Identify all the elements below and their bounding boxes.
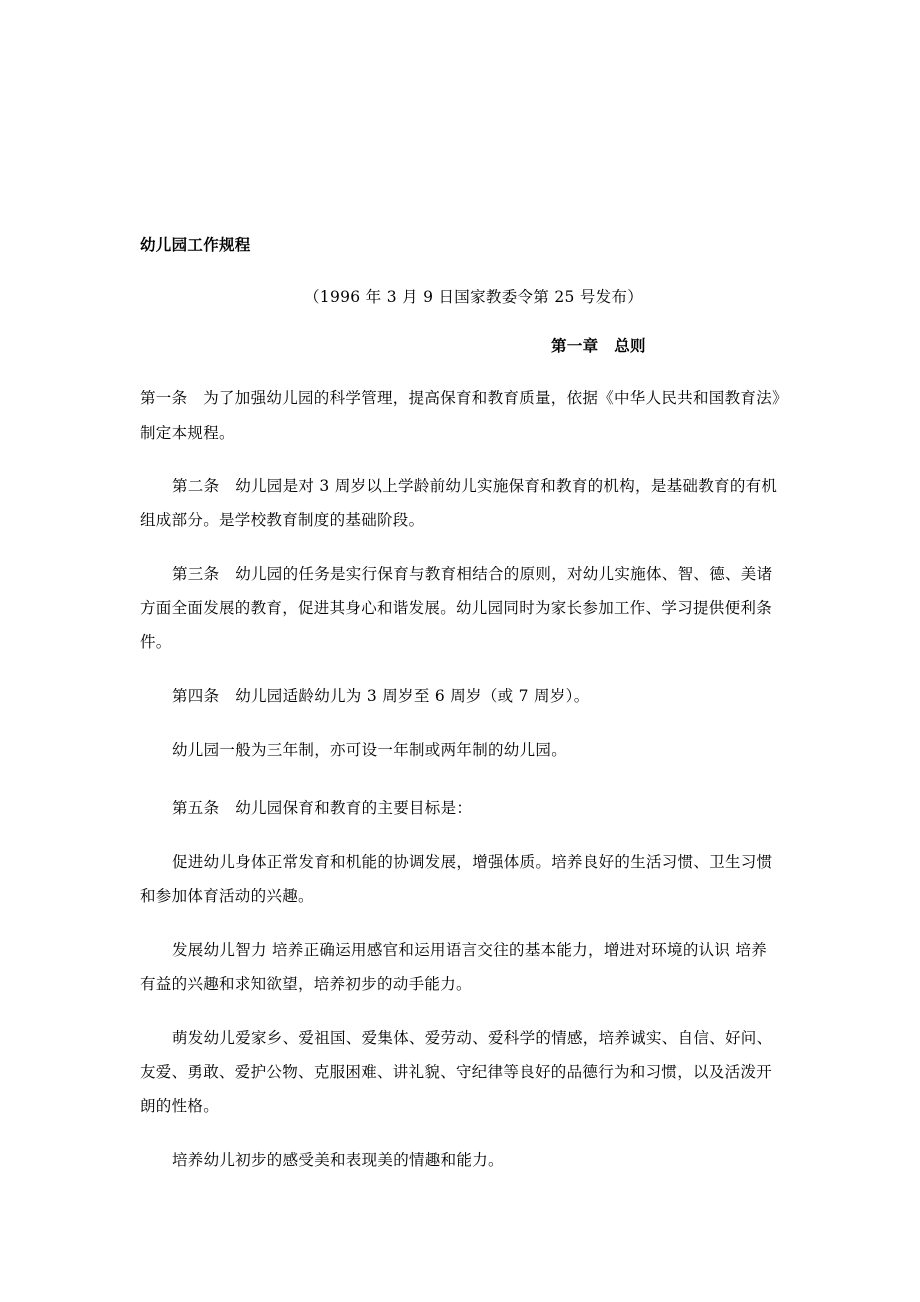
article-3-line-3: 件。	[140, 633, 172, 651]
chapter-heading: 第一章 总则	[551, 336, 646, 355]
document-title: 幼儿园工作规程	[140, 235, 251, 254]
goal-1-line-1: 促进幼儿身体正常发育和机能的协调发展，增强体质。培养良好的生活习惯、卫生习惯	[172, 853, 773, 871]
document-subtitle: （1996 年 3 月 9 日国家教委令第 25 号发布）	[304, 288, 644, 306]
article-2-line-2: 组成部分。是学校教育制度的基础阶段。	[140, 511, 425, 529]
goal-3-line-2: 友爱、勇敢、爱护公物、克服困难、讲礼貌、守纪律等良好的品德行为和习惯，以及活泼开	[140, 1063, 773, 1081]
goal-2-line-1: 发展幼儿智力 培养正确运用感官和运用语言交往的基本能力，增进对环境的认识 培养	[172, 941, 768, 959]
goal-1-line-2: 和参加体育活动的兴趣。	[140, 887, 314, 905]
article-2-line-1: 第二条 幼儿园是对 3 周岁以上学龄前幼儿实施保育和教育的机构，是基础教育的有机	[172, 477, 778, 495]
goal-3-line-3: 朗的性格。	[140, 1097, 220, 1115]
article-1-line-2: 制定本规程。	[140, 424, 235, 442]
article-3-line-2: 方面全面发展的教育，促进其身心和谐发展。幼儿园同时为家长参加工作、学习提供便利条	[140, 599, 773, 617]
goal-2-line-2: 有益的兴趣和求知欲望，培养初步的动手能力。	[140, 975, 472, 993]
article-5-line-1: 第五条 幼儿园保育和教育的主要目标是：	[172, 799, 473, 817]
article-1-line-1: 第一条 为了加强幼儿园的科学管理，提高保育和教育质量，依据《中华人民共和国教育法》	[140, 389, 788, 407]
article-4-line-1: 第四条 幼儿园适龄幼儿为 3 周岁至 6 周岁（或 7 周岁）。	[172, 687, 590, 705]
goal-4-line-1: 培养幼儿初步的感受美和表现美的情趣和能力。	[172, 1151, 504, 1169]
goal-3-line-1: 萌发幼儿爱家乡、爱祖国、爱集体、爱劳动、爱科学的情感，培养诚实、自信、好问、	[172, 1029, 773, 1047]
article-3-line-1: 第三条 幼儿园的任务是实行保育与教育相结合的原则，对幼儿实施体、智、德、美诸	[172, 565, 773, 583]
duration-paragraph: 幼儿园一般为三年制，亦可设一年制或两年制的幼儿园。	[172, 741, 568, 759]
